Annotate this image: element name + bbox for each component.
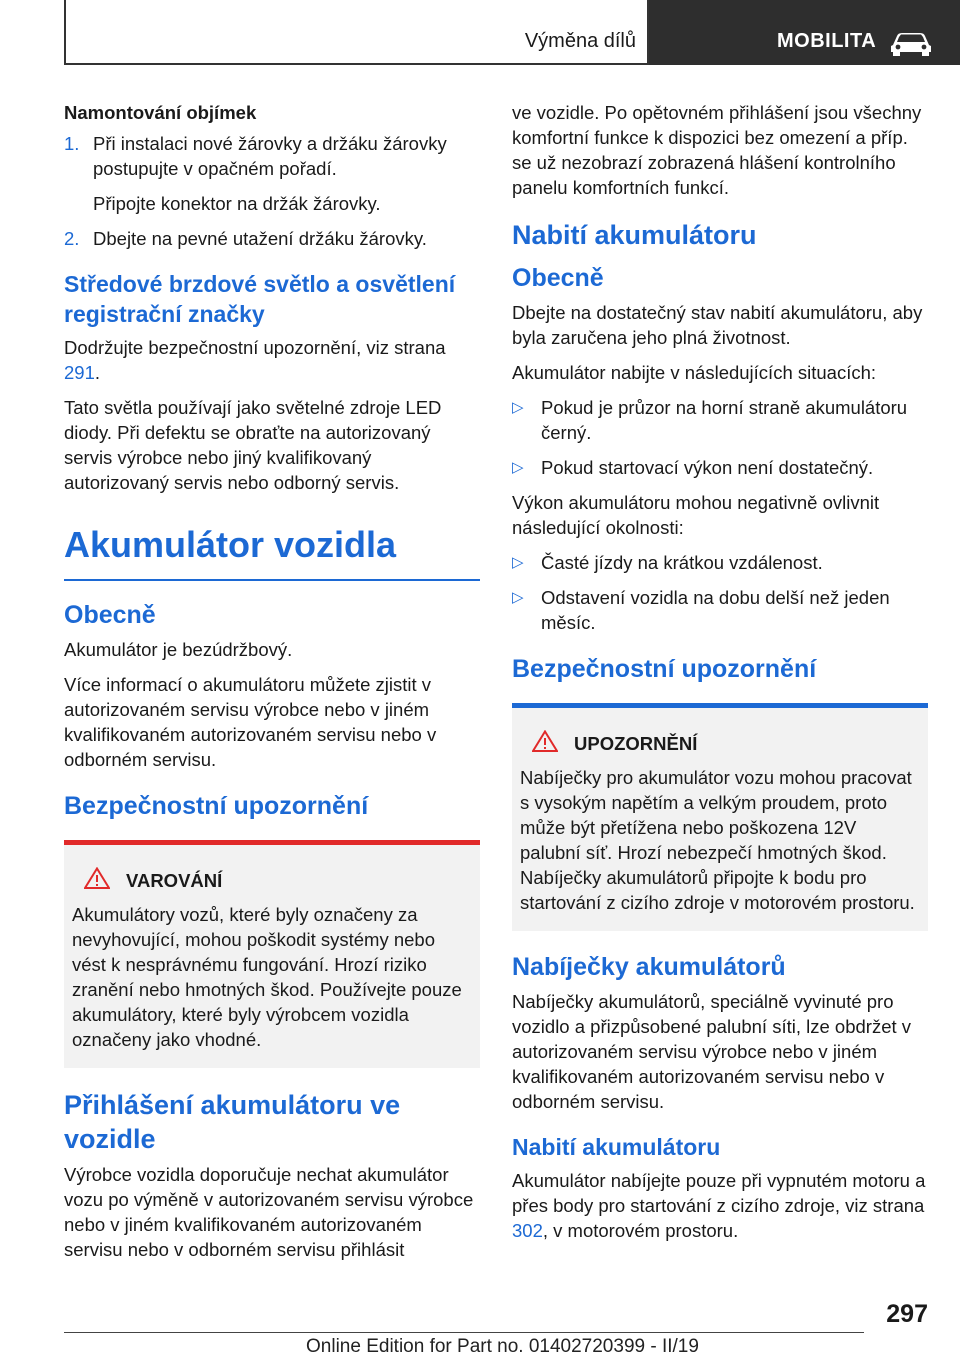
register-paragraph: Výrobce vozidla doporučuje nechat akumulátor vozu po výměně v autorizovaném servisu výrobce nebo v jiném kvalifikovaném autorizovaném servisu nebo v odborném servisu přihlásit xyxy=(64,1164,474,1260)
chargers-heading: Nabíječky akumulátorů xyxy=(512,953,786,981)
charging-paragraph xyxy=(512,1168,928,1243)
notice-text: Nabíječky pro akumulátor vozu mohou pracovat s vysokým napětím a velkým proudem, proto může být přetížena nebo poškozena 12V palubní síť. Hrozí nebezpečí hmotných škod. Nabíječky akumulátorů připojte k bodu pro startování z cizího zdroje v motorovém prostoru. xyxy=(520,767,915,913)
brake-light-heading: Středové brzdové světlo a osvětlení registrační značky xyxy=(64,271,456,327)
header-section-title: Výměna dílů xyxy=(524,30,636,52)
list-item xyxy=(64,131,480,181)
triangle-bullet-icon: ▷ xyxy=(512,554,524,571)
warning-text: Akumulátory vozů, které byly označeny za nevyhovující, mohou poškodit systémy nebo vést k nesprávnému fungování. Hrozí riziko zranění nebo hmotných škod. Používejte pouze akumulátory, které byly výrobcem vozidla označeny jako vhodné. xyxy=(72,904,462,1050)
ref-text: Dodržujte bezpečnostní upozornění, viz strana xyxy=(64,337,446,358)
general-paragraph-1: Akumulátor je bezúdržbový. xyxy=(64,639,293,660)
brake-safety-ref xyxy=(64,335,480,385)
notice-title: UPOZORNĚNÍ xyxy=(574,732,698,754)
warning-title: VAROVÁNÍ xyxy=(126,869,223,891)
list-item xyxy=(512,455,928,480)
charge-general-1: Dbejte na dostatečný stav nabití akumulátoru, aby byla zaručena jeho plná životnost. xyxy=(512,302,923,348)
warning-head xyxy=(72,867,472,894)
situation-text: Pokud je průzor na horní straně akumulátoru černý. xyxy=(541,397,908,443)
page-link-291[interactable]: 291 xyxy=(64,362,95,383)
factors-intro: Výkon akumulátoru mohou negativně ovlivnit následující okolnosti: xyxy=(512,492,880,538)
situation-text: Pokud startovací výkon není dostatečný. xyxy=(541,457,874,478)
charging-text-end: , v motorovém prostoru. xyxy=(542,1220,739,1241)
charging-text: Akumulátor nabíjejte pouze při vypnutém motoru a přes body pro startování z cizího zdroje, viz strana xyxy=(512,1170,926,1216)
car-icon xyxy=(889,30,933,61)
charge-heading: Nabití akumulátoru xyxy=(512,220,757,250)
header-divider-left xyxy=(64,0,66,64)
safety-heading-right: Bezpečnostní upozornění xyxy=(512,655,817,683)
register-heading: Přihlášení akumulátoru ve vozidle xyxy=(64,1090,401,1154)
footer-edition: Online Edition for Part no. 01402720399 - II/19 xyxy=(306,1336,699,1357)
page-number: 297 xyxy=(886,1300,928,1328)
step-text: Dbejte na pevné utažení držáku žárovky. xyxy=(93,228,427,249)
register-continued: ve vozidle. Po opětovném přihlášení jsou všechny komfortní funkce k dispozici bez omezení a příp. se už nezobrazí zobrazená hlášení kontrolního panelu komfortních funkcí. xyxy=(512,102,922,198)
general-paragraph-2: Více informací o akumulátoru můžete zjistit v autorizovaném servisu výrobce nebo v jiném kvalifikovaném autorizovaném servisu nebo v odborném servisu. xyxy=(64,674,437,770)
situations-list xyxy=(512,395,928,480)
step-number: 1. xyxy=(64,133,80,154)
general-heading-right: Obecně xyxy=(512,264,604,292)
triangle-bullet-icon: ▷ xyxy=(512,589,524,606)
footer-rule xyxy=(64,1332,864,1333)
safety-heading: Bezpečnostní upozornění xyxy=(64,792,369,820)
general-heading: Obecně xyxy=(64,601,156,629)
header-chapter-tab xyxy=(649,0,960,65)
charge-general-2: Akumulátor nabijte v následujících situacích: xyxy=(512,362,877,383)
list-item xyxy=(512,550,928,575)
factors-list xyxy=(512,550,928,635)
right-column xyxy=(512,100,928,1253)
page-link-302[interactable]: 302 xyxy=(512,1220,543,1241)
step-number: 2. xyxy=(64,228,80,249)
step-extra: Připojte konektor na držák žárovky. xyxy=(93,193,381,214)
mount-title: Namontování objímek xyxy=(64,102,257,123)
list-item xyxy=(64,226,480,251)
warning-triangle-icon xyxy=(532,730,558,757)
factor-text: Odstavení vozidla na dobu delší než jeden měsíc. xyxy=(541,587,890,633)
list-item xyxy=(512,395,928,445)
chargers-paragraph: Nabíječky akumulátorů, speciálně vyvinuté pro vozidlo a přizpůsobené palubní síti, lze obdržet v autorizovaném servisu výrobce nebo v jiném kvalifikovaném autorizovaném servisu nebo v odborném servisu. xyxy=(512,991,912,1112)
left-column xyxy=(64,100,480,1272)
chapter-tab-label: MOBILITA xyxy=(777,30,877,52)
battery-heading: Akumulátor vozidla xyxy=(64,524,397,565)
mount-steps xyxy=(64,131,480,181)
list-item xyxy=(512,585,928,635)
warning-box xyxy=(64,840,480,1068)
mount-steps-2 xyxy=(64,226,480,251)
brake-led-paragraph: Tato světla používají jako světelné zdroje LED diody. Při defektu se obraťte na autorizovaný servis výrobce nebo jiný kvalifikovaný autorizovaný servis nebo odborný servis. xyxy=(64,397,442,493)
battery-heading-rule xyxy=(64,579,480,581)
factor-text: Časté jízdy na krátkou vzdálenost. xyxy=(541,552,823,573)
charging-heading: Nabití akumulátoru xyxy=(512,1134,721,1160)
triangle-bullet-icon: ▷ xyxy=(512,399,524,416)
warning-triangle-icon xyxy=(84,867,110,894)
notice-box xyxy=(512,703,928,931)
triangle-bullet-icon: ▷ xyxy=(512,459,524,476)
notice-head xyxy=(520,730,920,757)
header-underline xyxy=(64,63,649,65)
step-text: Při instalaci nové žárovky a držáku žárovky postupujte v opačném pořadí. xyxy=(93,133,447,179)
ref-text-end: . xyxy=(94,362,101,383)
